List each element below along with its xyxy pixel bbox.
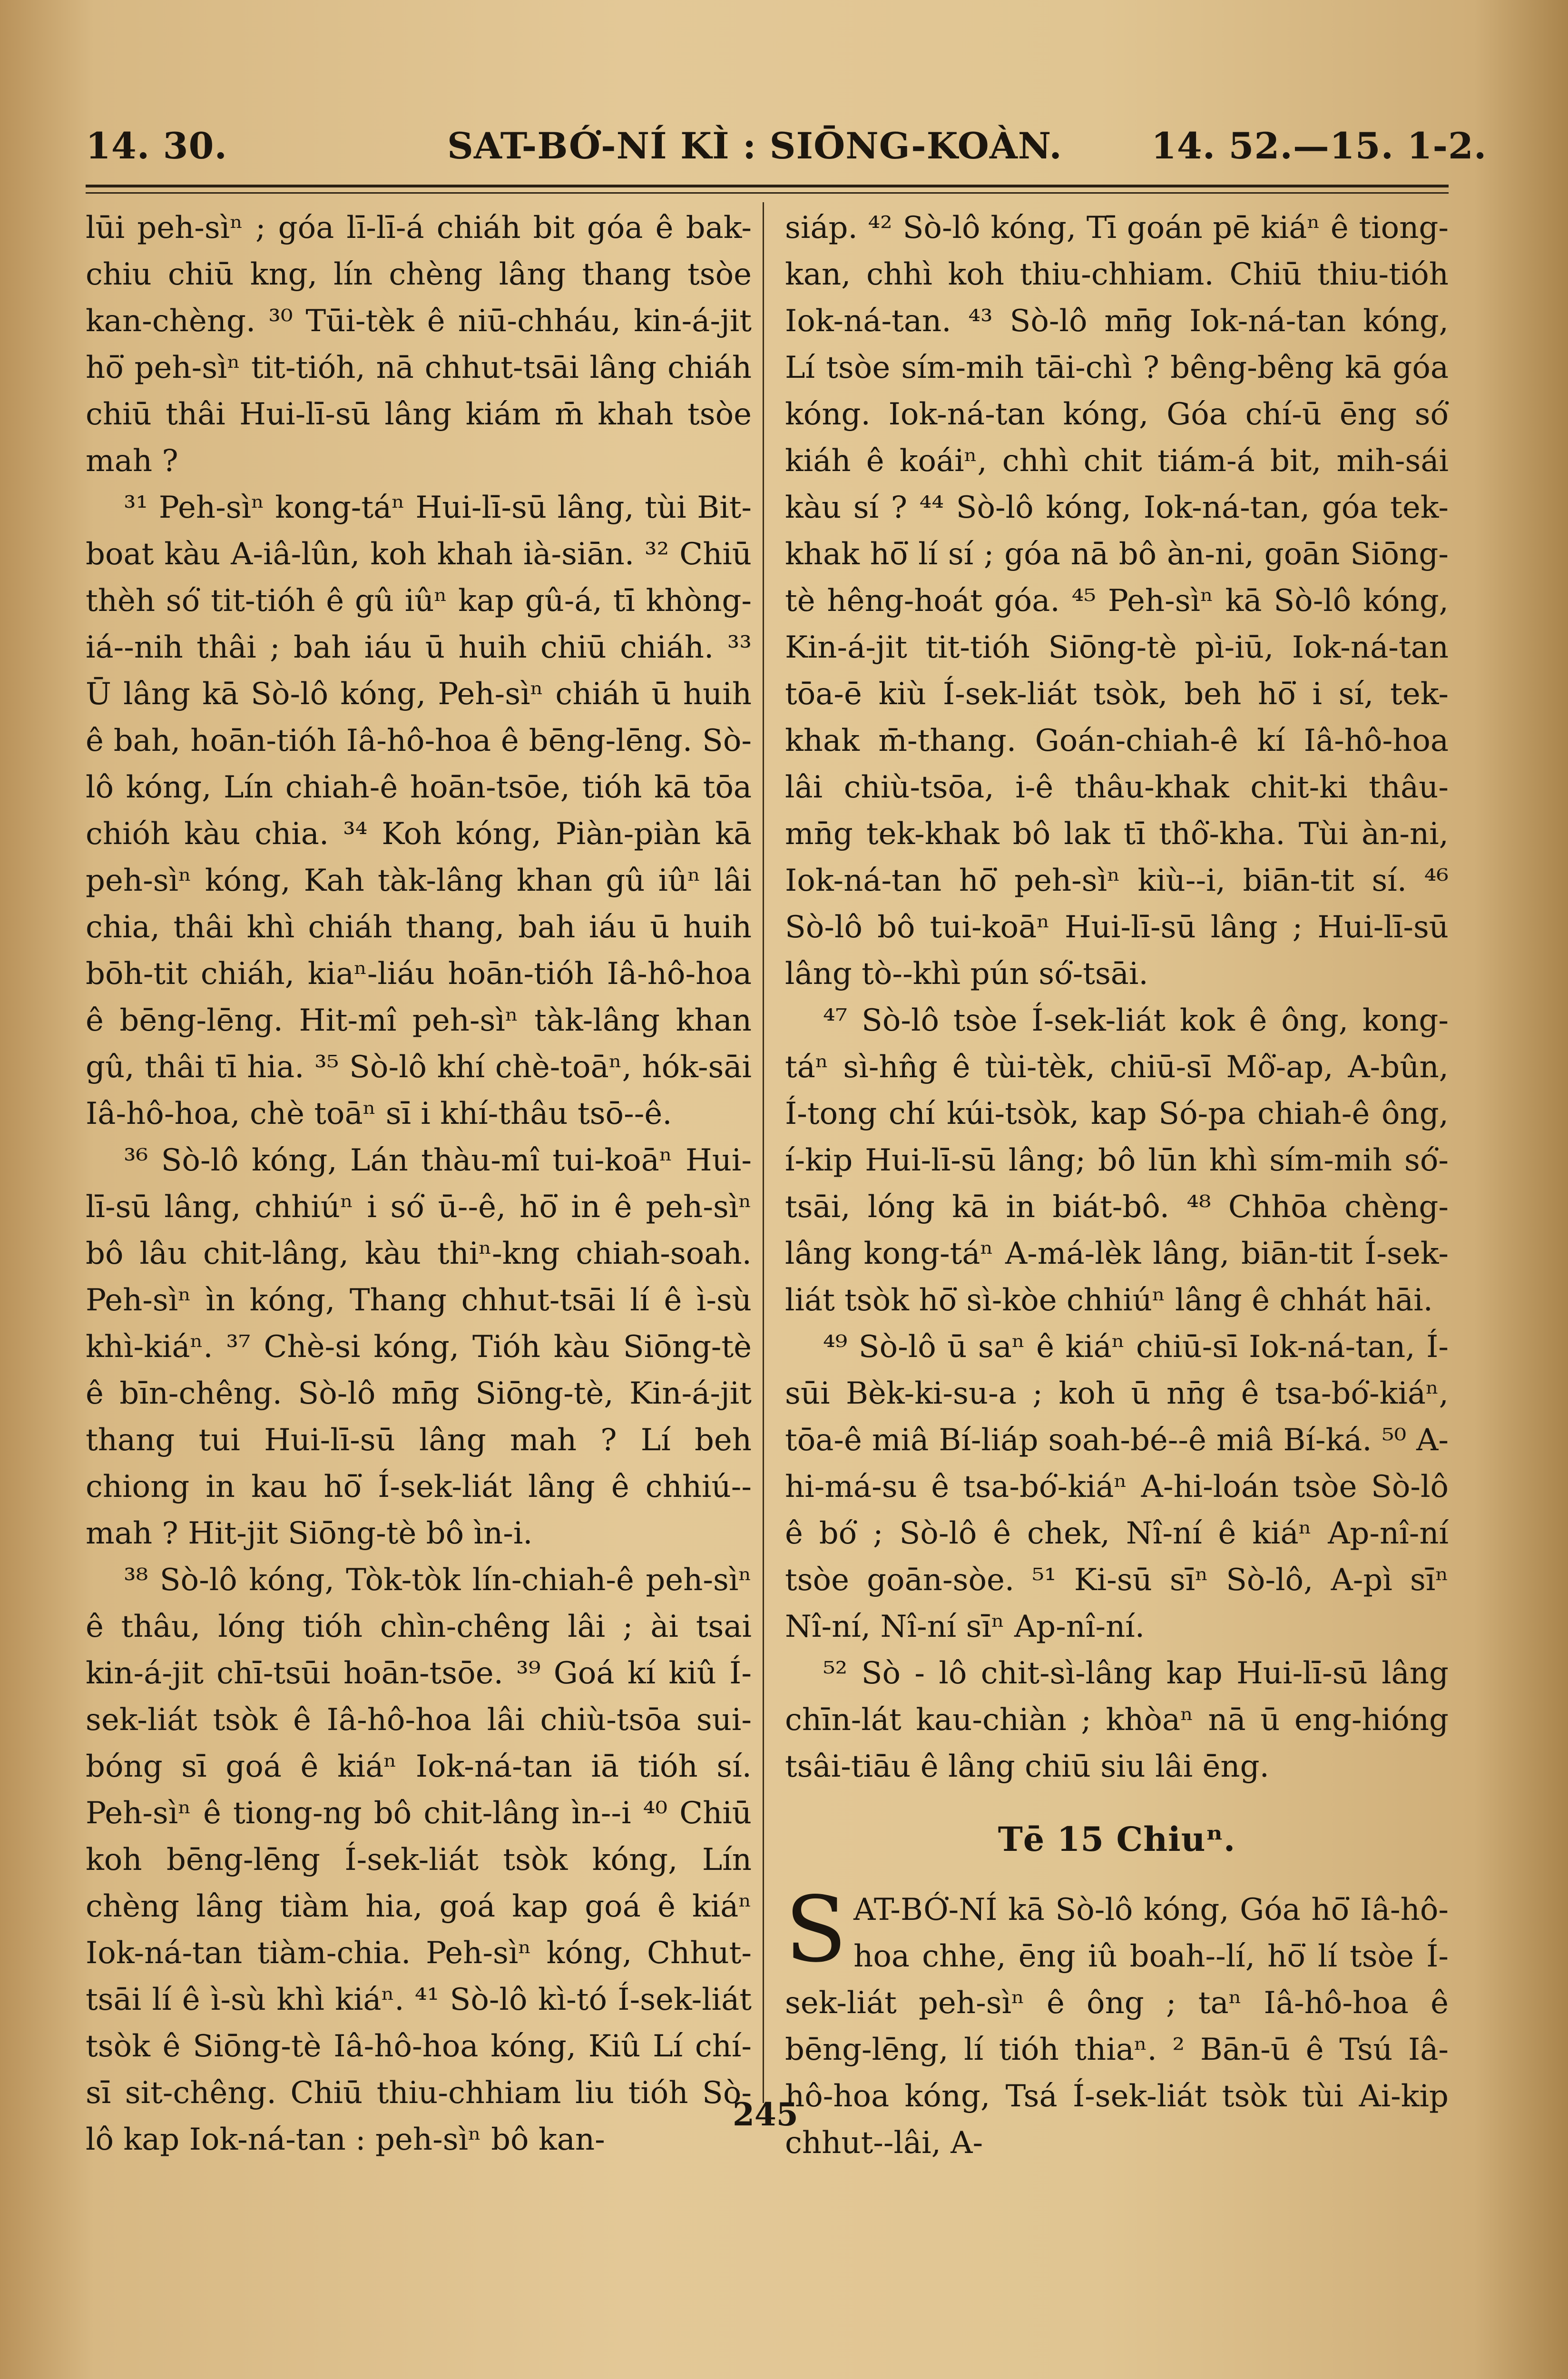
left-text-column <box>86 205 752 2163</box>
header-right-verse-ref: 14. 52.—15. 1-2. <box>1151 125 1487 167</box>
column-divider <box>763 202 764 2103</box>
header-book-title: SAT-BÓ͘-NÍ KÌ : SIŌNG-KOÀN. <box>447 125 1062 167</box>
paragraph: siáp. ⁴² Sò-lô kóng, Tī goán pē kiáⁿ ê tiong-kan, chhì koh thiu-chhiam. Chiū thiu-tióh Iok-ná-tan. ⁴³ Sò-lô mn̄g Iok-ná-tan kóng, Lí tsòe sím-mih tāi-chì ? bêng-bêng kā góa kóng. Iok-ná-tan kóng, Góa chí-ū ēng só͘ kiáh ê koáiⁿ, chhì chit tiám-á bit, mih-sái kàu sí ? ⁴⁴ Sò-lô kóng, Iok-ná-tan, góa tek-khak hō͘ lí sí ; góa nā bô àn-ni, goān Siōng-tè hêng-hoát góa. ⁴⁵ Peh-sìⁿ kā Sò-lô kóng, Kin-á-jit tit-tióh Siōng-tè pì-iū, Iok-ná-tan tōa-ē kiù Í-sek-liát tsòk, beh hō͘ i sí, tek-khak m̄-thang. Goán-chiah-ê kí Iâ-hô-hoa lâi chiù-tsōa, i-ê thâu-khak chit-ki thâu-mn̄g tek-khak bô lak tī thô͘-kha. Tùi àn-ni, Iok-ná-tan hō͘ peh-sìⁿ kiù--i, biān-tit sí. ⁴⁶ Sò-lô bô tui-koāⁿ Hui-lī-sū lâng ; Hui-lī-sū lâng tò--khì pún só͘-tsāi. <box>785 210 1449 992</box>
paragraph: ⁴⁹ Sò-lô ū saⁿ ê kiáⁿ chiū-sī Iok-ná-tan, Í-sūi Bèk-ki-su-a ; koh ū nn̄g ê tsa-bó͘-kiáⁿ, tōa-ê miâ Bí-liáp soah-bé--ê miâ Bí-ká. ⁵⁰ A-hi-má-su ê tsa-bó͘-kiáⁿ A-hi-loán tsòe Sò-lô ê bó͘ ; Sò-lô ê chek, Nî-ní ê kiáⁿ Ap-nî-ní tsòe goān-sòe. ⁵¹ Ki-sū sīⁿ Sò-lô, A-pì sīⁿ Nî-ní, Nî-ní sīⁿ Ap-nî-ní. <box>785 1329 1449 1644</box>
paragraph: ³⁶ Sò-lô kóng, Lán thàu-mî tui-koāⁿ Hui-lī-sū lâng, chhiúⁿ i só͘ ū--ê, hō͘ in ê peh-sìⁿ bô lâu chit-lâng, kàu thiⁿ-kng chiah-soah. Peh-sìⁿ ìn kóng, Thang chhut-tsāi lí ê ì-sù khì-kiáⁿ. ³⁷ Chè-si kóng, Tióh kàu Siōng-tè ê bīn-chêng. Sò-lô mn̄g Siōng-tè, Kin-á-jit thang tui Hui-lī-sū lâng mah ? Lí beh chiong in kau hō͘ Í-sek-liát lâng ê chhiú--mah ? Hit-jit Siōng-tè bô ìn-i. <box>86 1143 752 1551</box>
paragraph: ⁴⁷ Sò-lô tsòe Í-sek-liát kok ê ông, kong-táⁿ sì-hn̂g ê tùi-tèk, chiū-sī Mô͘-ap, A-bûn, Í-tong chí kúi-tsòk, kap Só-pa chiah-ê ông, í-kip Hui-lī-sū lâng; bô lūn khì sím-mih só͘-tsāi, lóng kā in biát-bô. ⁴⁸ Chhōa chèng-lâng kong-táⁿ A-má-lèk lâng, biān-tit Í-sek-liát tsòk hō͘ sì-kòe chhiúⁿ lâng ê chhát hāi. <box>785 1003 1449 1318</box>
chapter-heading: Tē 15 Chiuⁿ. <box>998 1819 1236 1859</box>
running-header <box>86 125 1487 177</box>
paragraph: ⁵² Sò - lô chit-sì-lâng kap Hui-lī-sū lâng chīn-lát kau-chiàn ; khòaⁿ nā ū eng-hióng tsâi-tiāu ê lâng chiū siu lâi ēng. <box>785 1656 1449 1784</box>
header-rule-thin <box>86 192 1449 194</box>
chapter-opening-paragraph <box>785 1877 1449 2166</box>
right-text-column <box>785 205 1449 2166</box>
page-number: 245 <box>733 2096 798 2133</box>
paragraph: ³¹ Peh-sìⁿ kong-táⁿ Hui-lī-sū lâng, tùi Bit-boat kàu A-iâ-lûn, koh khah ià-siān. ³² Chiū thèh só͘ tit-tióh ê gû iûⁿ kap gû-á, tī khòng-iá--nih thâi ; bah iáu ū huih chiū chiáh. ³³ Ū lâng kā Sò-lô kóng, Peh-sìⁿ chiáh ū huih ê bah, hoān-tióh Iâ-hô-hoa ê bēng-lēng. Sò-lô kóng, Lín chiah-ê hoān-tsōe, tióh kā tōa chióh kàu chia. ³⁴ Koh kóng, Piàn-piàn kā peh-sìⁿ kóng, Kah tàk-lâng khan gû iûⁿ lâi chia, thâi khì chiáh thang, bah iáu ū huih bōh-tit chiáh, kiaⁿ-liáu hoān-tióh Iâ-hô-hoa ê bēng-lēng. Hit-mî peh-sìⁿ tàk-lâng khan gû, thâi tī hia. ³⁵ Sò-lô khí chè-toāⁿ, hók-sāi Iâ-hô-hoa, chè toāⁿ sī i khí-thâu tsō--ê. <box>86 490 752 1131</box>
paragraph: lūi peh-sìⁿ ; góa lī-lī-á chiáh bit góa ê bak-chiu chiū kng, lín chèng lâng thang tsòe kan-chèng. ³⁰ Tūi-tèk ê niū-chháu, kin-á-jit hō͘ peh-sìⁿ tit-tióh, nā chhut-tsāi lâng chiáh chiū thâi Hui-lī-sū lâng kiám m̄ khah tsòe mah ? <box>86 210 752 479</box>
header-left-verse-ref: 14. 30. <box>86 125 227 167</box>
drop-cap: S <box>785 1877 847 1982</box>
paragraph: ³⁸ Sò-lô kóng, Tòk-tòk lín-chiah-ê peh-sìⁿ ê thâu, lóng tióh chìn-chêng lâi ; ài tsai kin-á-jit chī-tsūi hoān-tsōe. ³⁹ Goá kí kiû Í-sek-liát tsòk ê Iâ-hô-hoa lâi chiù-tsōa sui-bóng sī goá ê kiáⁿ Iok-ná-tan iā tióh sí. Peh-sìⁿ ê tiong-ng bô chit-lâng ìn--i ⁴⁰ Chiū koh bēng-lēng Í-sek-liát tsòk kóng, Lín chèng lâng tiàm hia, goá kap goá ê kiáⁿ Iok-ná-tan tiàm-chia. Peh-sìⁿ kóng, Chhut-tsāi lí ê ì-sù khì kiáⁿ. ⁴¹ Sò-lô kì-tó Í-sek-liát tsòk ê Siōng-tè Iâ-hô-hoa kóng, Kiû Lí chí-sī sit-chêng. Chiū thiu-chhiam liu tióh Sò-lô kap Iok-ná-tan : peh-sìⁿ bô kan- <box>86 1563 752 2157</box>
chapter-opening-text: AT-BÓ͘-NÍ kā Sò-lô kóng, Góa hō͘ Iâ-hô-hoa chhe, ēng iû boah--lí, hō͘ lí tsòe Í-sek-liát peh-sìⁿ ê ông ; taⁿ Iâ-hô-hoa ê bēng-lēng, lí tióh thiaⁿ. ² Bān-ū ê Tsú Iâ-hô-hoa kóng, Tsá Í-sek-liát tsòk tùi Ai-kip chhut--lâi, A- <box>785 1892 1449 2161</box>
header-rule <box>86 185 1449 187</box>
